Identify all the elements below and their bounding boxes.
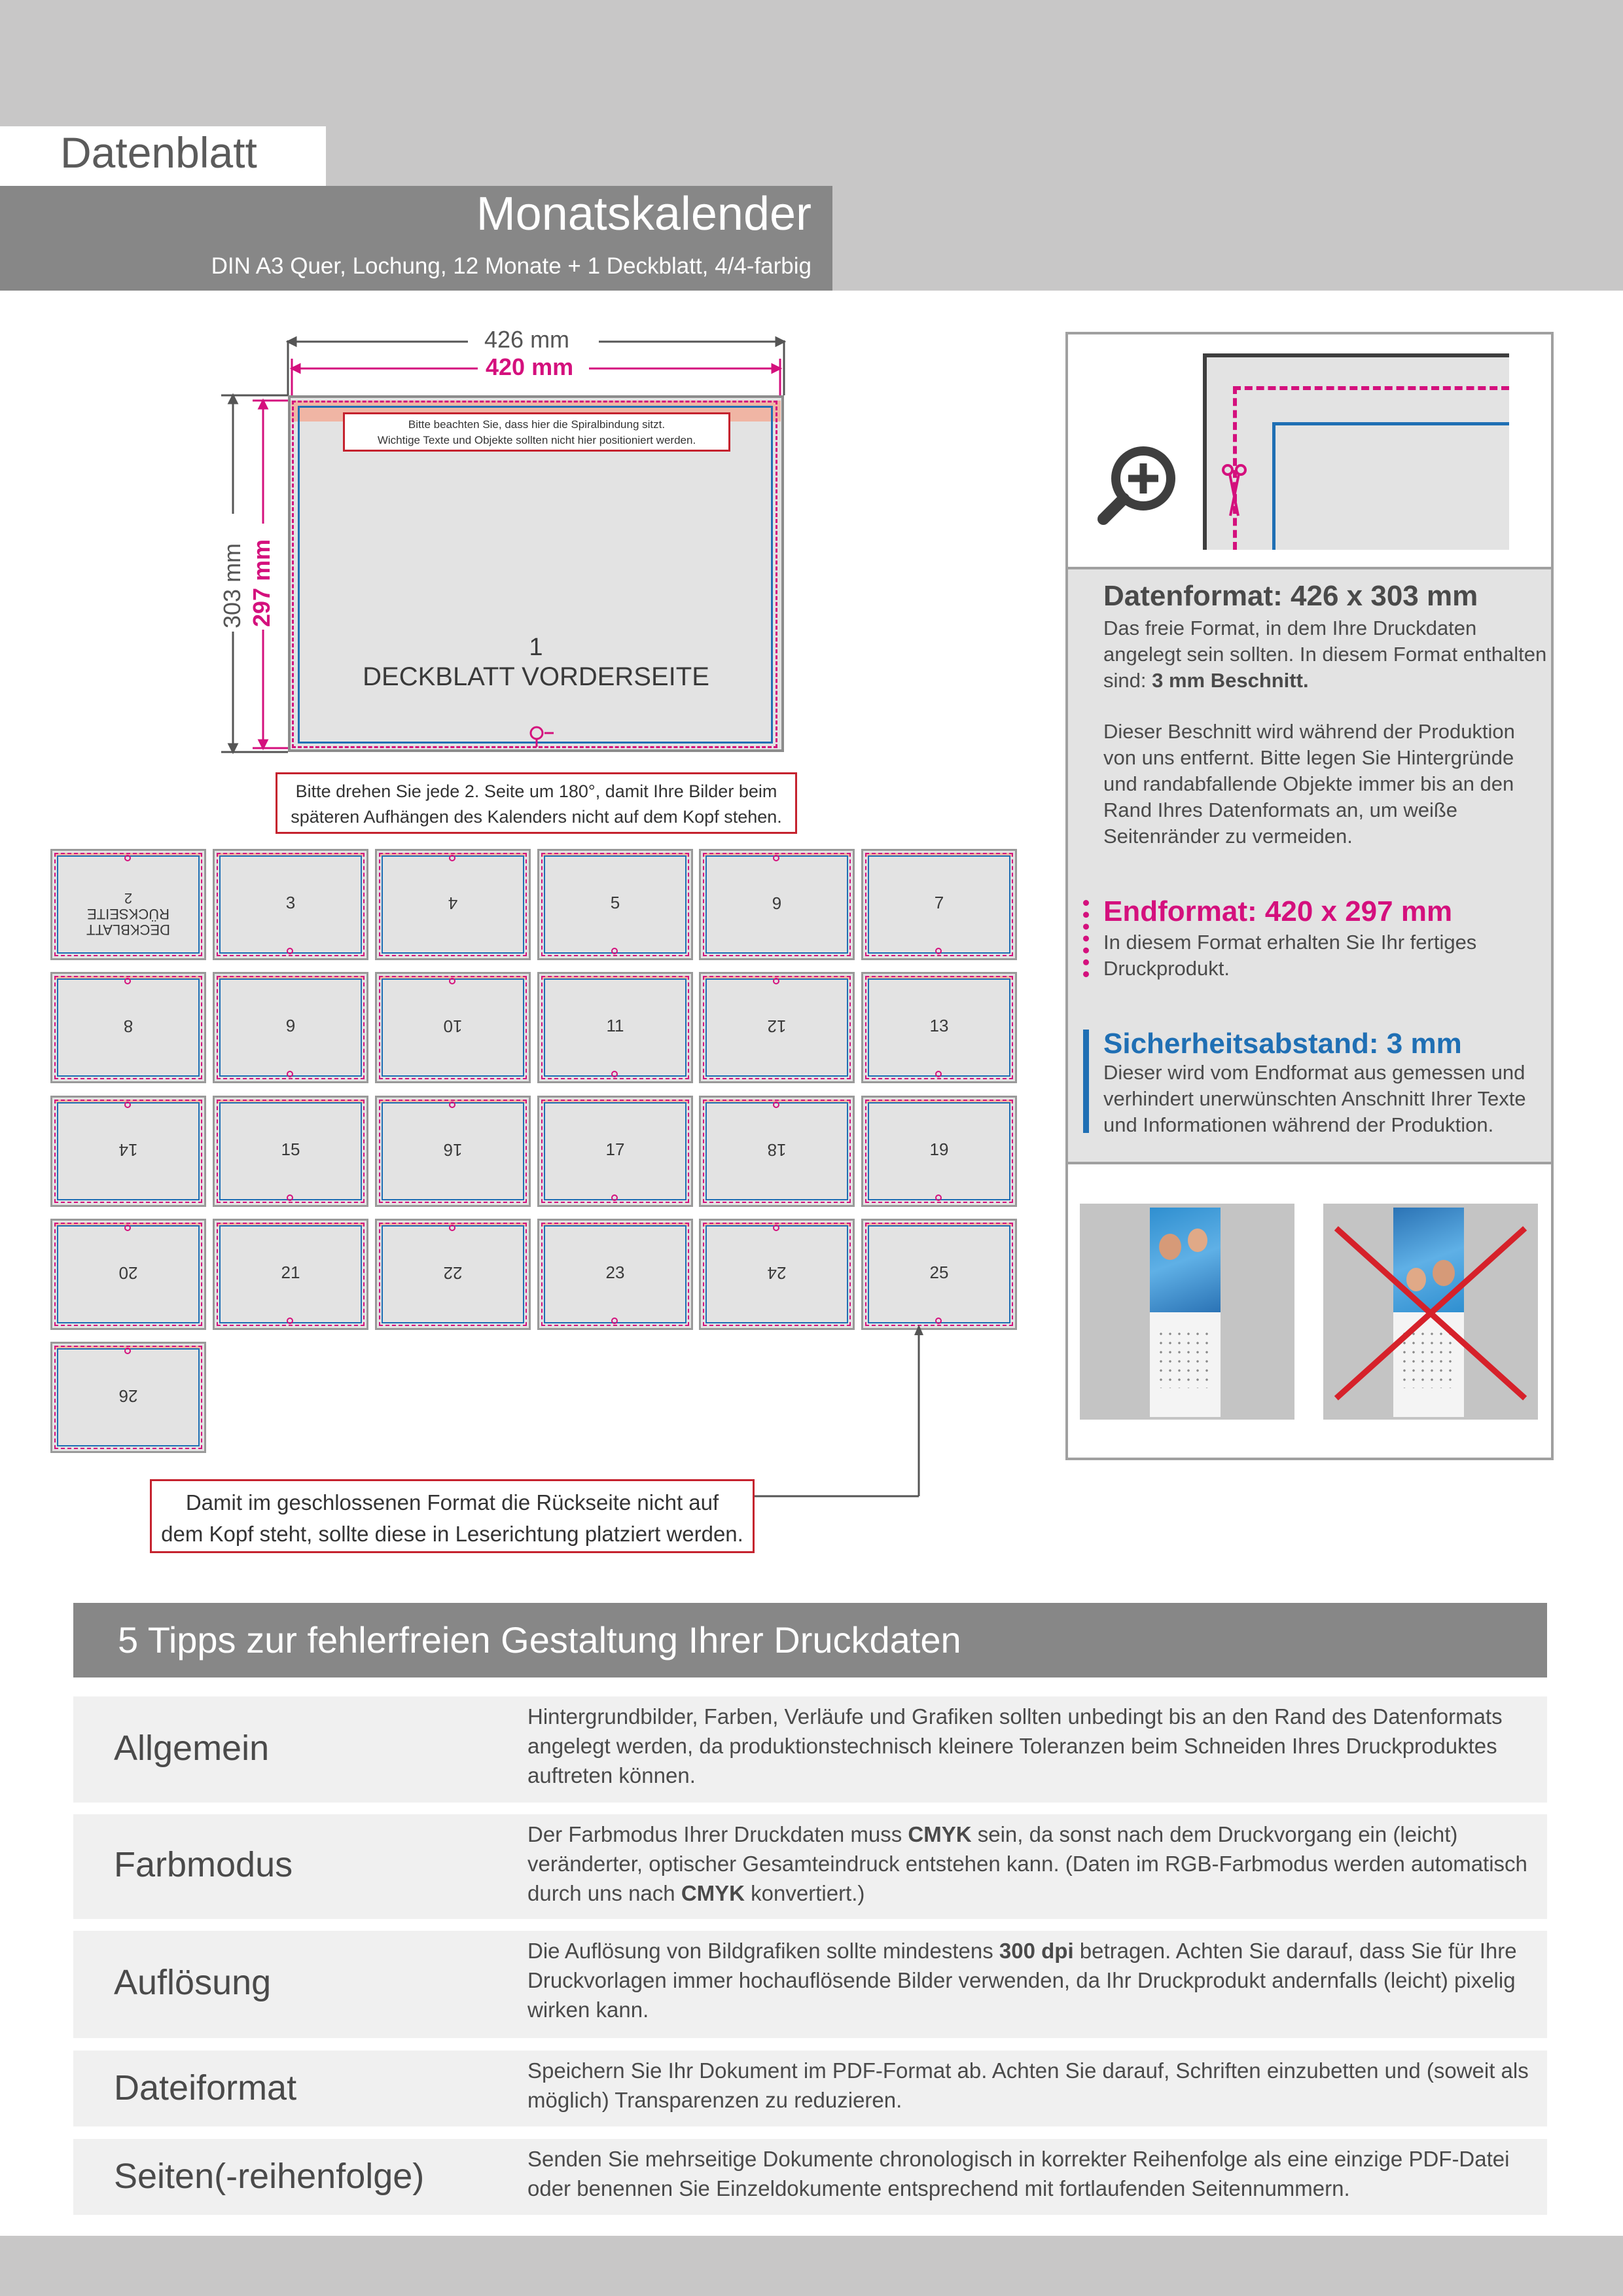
page-number: 4 (448, 893, 458, 913)
tip-label: Allgemein (114, 1729, 270, 1768)
page-thumb (537, 849, 693, 960)
tip-text: Hintergrundbilder, Farben, Verläufe und Grafiken sollten unbedingt bis an den Rand des Datenformats angelegt werden, da produktionstechnisch kleinere Toleranzen beim Schneiden Ihres Druckproduktes auftreten können. (527, 1704, 1503, 1787)
spiral-notice-line-1: Bitte beachten Sie, dass hier die Spiralbindung sitzt. (408, 418, 666, 431)
safety-title: Sicherheitsabstand: 3 mm (1103, 1028, 1462, 1060)
rotate-notice-line-2: späteren Aufhängen des Kalenders nicht auf dem Kopf stehen. (291, 807, 782, 827)
page-number: 12 (767, 1016, 787, 1036)
tip-row (73, 2139, 1547, 2215)
safety-margin-line (298, 406, 773, 744)
page-thumb (213, 1096, 368, 1207)
tip-label: Seiten(-reihenfolge) (114, 2157, 425, 2196)
page-number: 19 (929, 1139, 949, 1159)
page-thumb (50, 1342, 206, 1453)
page-thumb (213, 849, 368, 960)
end-format-edge-top (1233, 386, 1509, 390)
data-format-edge-left (1203, 353, 1207, 550)
page-number: 26 (118, 1386, 138, 1406)
page-number: 20 (118, 1263, 138, 1283)
wrong-hanging-example (1323, 1204, 1538, 1420)
page-number: 8 (123, 1016, 134, 1036)
end-format-marker (1083, 900, 1089, 977)
back-cover-notice (150, 1479, 755, 1553)
safety-text: Dieser wird vom Endformat aus gemessen und verhindert unerwünschten Anschnitt Ihrer Texte und Informationen während der Produktion. (1103, 1061, 1526, 1136)
correct-hanging-example (1080, 1204, 1294, 1420)
tip-row (73, 1696, 1547, 1803)
tip-text: Senden Sie mehrseitige Dokumente chronologisch in korrekter Reihenfolge als eine einzige PDF-Datei oder benennen Sie Einzeldokumente entsprechend mit fortlaufenden Seitennummern. (527, 2147, 1510, 2200)
page-subtitle: DIN A3 Quer, Lochung, 12 Monate + 1 Deckblatt, 4/4-farbig (211, 253, 812, 279)
page-number: 16 (443, 1140, 463, 1160)
page-thumb (699, 849, 855, 960)
page-thumb (861, 1219, 1017, 1330)
tip-row (73, 1814, 1547, 1919)
spiral-notice-line-2: Wichtige Texte und Objekte sollten nicht hier positioniert werden. (377, 434, 696, 446)
scissors-icon (1221, 463, 1247, 522)
data-format-title: Datenformat: 426 x 303 mm (1103, 580, 1478, 612)
page-thumb (213, 972, 368, 1083)
page-thumb (537, 1219, 693, 1330)
page-number: 6 (772, 893, 782, 913)
safety-edge-left (1272, 422, 1275, 550)
tip-label: Auflösung (114, 1963, 272, 2002)
page-thumb (375, 972, 531, 1083)
tip-text: Speichern Sie Ihr Dokument im PDF-Format ab. Achten Sie darauf, Schriften einzubetten und (soweit als möglich) Transparenzen zu reduzieren. (527, 2058, 1529, 2112)
page-number: 9 (285, 1016, 296, 1035)
page-thumb (537, 1096, 693, 1207)
page-number: 23 (605, 1263, 625, 1282)
page-thumb (537, 972, 693, 1083)
data-format-edge-top (1203, 353, 1509, 357)
datenblatt-label: Datenblatt (60, 128, 257, 177)
page-thumb (375, 849, 531, 960)
width-data-label: 426 mm (484, 326, 570, 353)
tip-row (73, 2051, 1547, 2126)
page-thumb-label: DECKBLATT RÜCKSEITE 2 (86, 890, 170, 938)
hanger-icon (524, 723, 563, 749)
cover-page-label: DECKBLATT VORDERSEITE (363, 662, 709, 691)
page-thumb (861, 849, 1017, 960)
page-thumb (699, 972, 855, 1083)
end-format-text: In diesem Format erhalten Sie Ihr fertiges Druckprodukt. (1103, 931, 1477, 980)
page-thumb (50, 1219, 206, 1330)
page-title: Monatskalender (476, 188, 812, 240)
page-number: 10 (443, 1016, 463, 1036)
tip-label: Dateiformat (114, 2068, 297, 2108)
tip-text: Der Farbmodus Ihrer Druckdaten muss CMYK sein, da sonst nach dem Druckvorgang ein (leicht) veränderter, optischer Gesamteindruck entstehen kann. (Daten im RGB-Farbmodus werden automatisch durch uns nach CMYK konvertiert.) (527, 1822, 1527, 1905)
page-number: 7 (934, 893, 944, 912)
page-thumb (375, 1219, 531, 1330)
cover-page-number: 1 (529, 634, 543, 661)
page-thumb (50, 972, 206, 1083)
tip-row (73, 1931, 1547, 2038)
back-notice-line-2: dem Kopf steht, sollte diese in Leserichtung platziert werden. (161, 1522, 743, 1546)
zoom-detail (1203, 353, 1509, 550)
info-divider (1068, 1162, 1551, 1164)
zoom-in-icon (1094, 442, 1179, 528)
page-number: 17 (605, 1139, 625, 1159)
page-number: 18 (767, 1140, 787, 1160)
data-format-text-2: Dieser Beschnitt wird während der Produktion von uns entfernt. Bitte legen Sie Hintergründe und randabfallende Objekte immer bis an den Rand Ihres Datenformats an, um weiße Seitenränder zu vermeiden. (1103, 720, 1515, 848)
page-thumb (699, 1219, 855, 1330)
height-data-label: 303 mm (219, 543, 245, 628)
page-number: 13 (929, 1016, 949, 1035)
page-thumb (699, 1096, 855, 1207)
rotate-notice (276, 772, 797, 834)
data-format-text: Das freie Format, in dem Ihre Druckdaten angelegt sein sollten. In diesem Format enthalten sind: 3 mm Beschnitt. (1103, 617, 1547, 692)
page-thumb (375, 1096, 531, 1207)
spiral-notice (343, 412, 730, 452)
safety-marker (1083, 1030, 1089, 1133)
back-notice-line-1: Damit im geschlossenen Format die Rückseite nicht auf (185, 1490, 719, 1515)
page-number: 3 (285, 893, 296, 912)
page-number: 11 (606, 1016, 624, 1035)
page-number: 14 (118, 1140, 138, 1160)
page-number: 25 (929, 1263, 949, 1282)
page-number: 22 (443, 1263, 463, 1283)
tip-label: Farbmodus (114, 1845, 293, 1884)
safety-edge-top (1272, 422, 1509, 425)
width-end-label: 420 mm (486, 353, 574, 380)
page-thumb (861, 972, 1017, 1083)
rotate-notice-line-1: Bitte drehen Sie jede 2. Seite um 180°, damit Ihre Bilder beim (295, 781, 777, 801)
end-format-title: Endformat: 420 x 297 mm (1103, 895, 1453, 927)
back-notice-arrow (720, 1322, 929, 1505)
page-number: 5 (610, 893, 620, 912)
height-end-label: 297 mm (248, 539, 275, 627)
page-thumb (50, 1096, 206, 1207)
page-thumb (861, 1096, 1017, 1207)
page-number: 15 (281, 1139, 300, 1159)
page-thumb (213, 1219, 368, 1330)
page-number: 21 (281, 1263, 300, 1282)
tip-text: Die Auflösung von Bildgrafiken sollte mindestens 300 dpi betragen. Achten Sie darauf, dass Sie für Ihre Druckvorlagen immer hochauflösende Bilder verwenden, da Ihr Druckprodukt andernfalls (leicht) pixelig wirken kann. (527, 1939, 1517, 2022)
page-number: 24 (767, 1263, 787, 1283)
page-thumb (50, 849, 206, 960)
bottom-band (0, 2236, 1623, 2296)
tips-title: 5 Tipps zur fehlerfreien Gestaltung Ihrer Druckdaten (118, 1619, 961, 1660)
